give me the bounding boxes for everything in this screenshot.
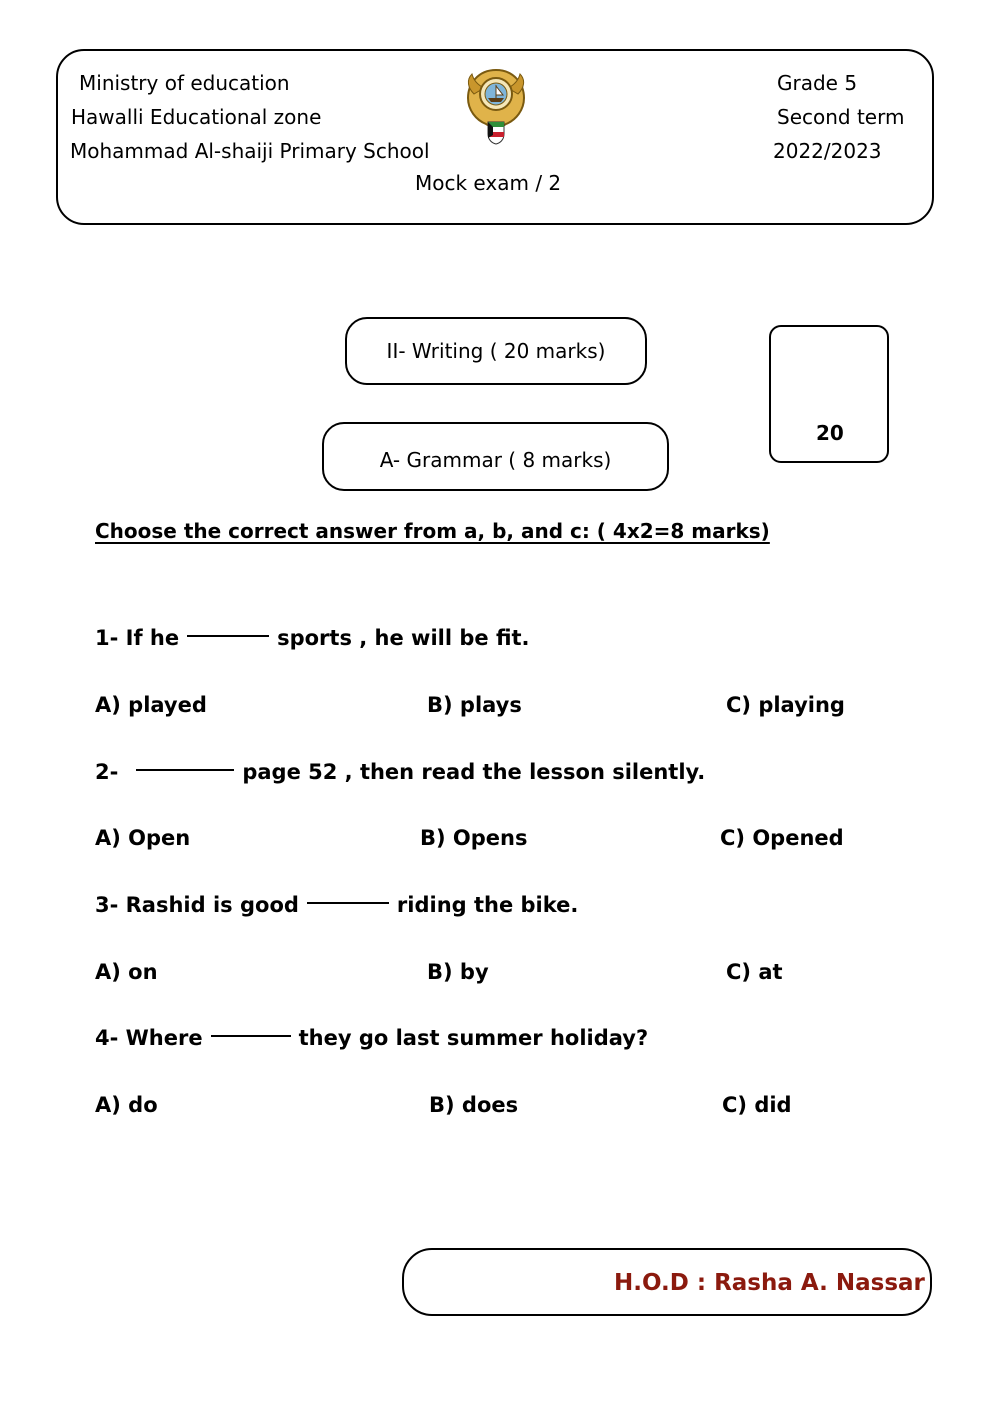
grammar-section-box bbox=[322, 422, 669, 491]
answer-blank bbox=[187, 635, 269, 637]
question-2 bbox=[95, 760, 705, 784]
q1-option-c: C) playing bbox=[726, 693, 845, 717]
hod-signature: H.O.D : Rasha A. Nassar bbox=[614, 1270, 925, 1296]
q3-option-b: B) by bbox=[427, 960, 489, 984]
ministry-label: Ministry of education bbox=[79, 71, 290, 95]
school-label: Mohammad Al-shaiji Primary School bbox=[70, 139, 430, 163]
answer-blank bbox=[211, 1035, 291, 1037]
question-3-start: 3- Rashid is good bbox=[95, 893, 299, 917]
question-3-end: riding the bike. bbox=[396, 893, 579, 917]
q4-option-b: B) does bbox=[429, 1093, 519, 1117]
question-1-end: sports , he will be fit. bbox=[277, 626, 530, 650]
emblem-icon bbox=[460, 64, 532, 146]
question-4-end: they go last summer holiday? bbox=[298, 1026, 649, 1050]
q4-option-c: C) did bbox=[722, 1093, 792, 1117]
zone-label: Hawalli Educational zone bbox=[71, 105, 322, 129]
term-label: Second term bbox=[777, 105, 905, 129]
q2-option-b: B) Opens bbox=[420, 826, 528, 850]
q1-option-b: B) plays bbox=[427, 693, 522, 717]
q3-option-a: A) on bbox=[95, 960, 158, 984]
question-1-start: 1- If he bbox=[95, 626, 180, 650]
score-value: 20 bbox=[816, 421, 844, 445]
q1-option-a: A) played bbox=[95, 693, 207, 717]
answer-blank bbox=[307, 902, 389, 904]
question-3 bbox=[95, 893, 578, 917]
question-1 bbox=[95, 626, 530, 650]
question-2-end: page 52 , then read the lesson silently. bbox=[242, 760, 706, 784]
grade-label: Grade 5 bbox=[777, 71, 858, 95]
question-4-start: 4- Where bbox=[95, 1026, 203, 1050]
q4-option-a: A) do bbox=[95, 1093, 158, 1117]
writing-section-box bbox=[345, 317, 647, 385]
grammar-section-label: A- Grammar ( 8 marks) bbox=[379, 447, 612, 472]
question-2-start: 2- bbox=[95, 760, 119, 784]
year-label: 2022/2023 bbox=[773, 139, 882, 163]
q2-option-a: A) Open bbox=[95, 826, 191, 850]
answer-blank bbox=[136, 769, 234, 771]
q2-option-c: C) Opened bbox=[720, 826, 844, 850]
exam-label: Mock exam / 2 bbox=[415, 171, 562, 195]
q3-option-c: C) at bbox=[726, 960, 783, 984]
question-4 bbox=[95, 1026, 648, 1050]
instructions: Choose the correct answer from a, b, and c: ( 4x2=8 marks) bbox=[95, 519, 770, 543]
writing-section-label: II- Writing ( 20 marks) bbox=[386, 339, 606, 363]
